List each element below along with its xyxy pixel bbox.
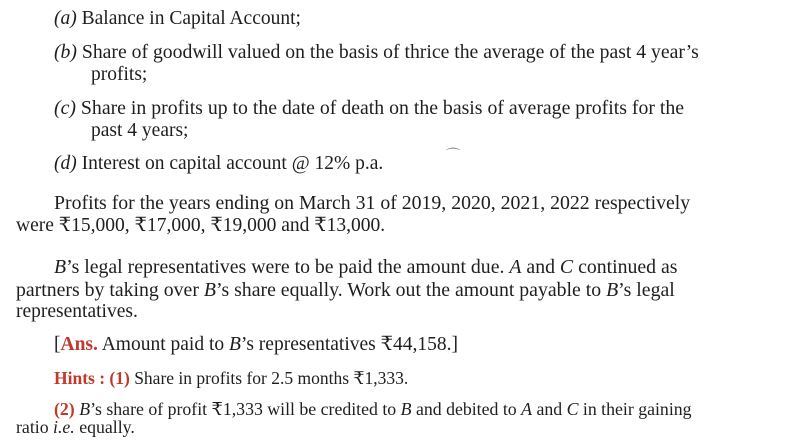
item-a-label: (a) bbox=[54, 8, 77, 29]
para2-text3: continued as bbox=[573, 256, 678, 278]
item-d-label: (d) bbox=[54, 153, 77, 174]
hint2-text4: in their gaining bbox=[578, 399, 692, 419]
item-d bbox=[54, 153, 383, 175]
hint2-text5: ratio bbox=[16, 417, 54, 437]
para2-c1: C bbox=[559, 256, 574, 278]
hint2-line bbox=[54, 398, 692, 420]
item-c-label: (c) bbox=[54, 97, 76, 119]
para2-b2: B bbox=[203, 279, 216, 301]
hints-keyword: Hints : (1) bbox=[54, 368, 130, 388]
hint2-ie: i.e. bbox=[53, 417, 75, 437]
para1-line1: Profits for the years ending on March 31 of 2019, 2020, 2021, 2022 respectively bbox=[54, 192, 691, 214]
item-b-continuation: profits; bbox=[91, 64, 148, 85]
hint2-text6: equally. bbox=[74, 417, 135, 437]
para2-line3: representatives. bbox=[16, 301, 138, 322]
answer-keyword: Ans. bbox=[60, 334, 98, 355]
para2-line2 bbox=[16, 279, 675, 301]
answer-line bbox=[54, 334, 458, 356]
para2-a1: A bbox=[509, 256, 522, 278]
hint1-text: Share in profits for 2.5 months ₹1,333. bbox=[129, 368, 409, 388]
para2-text1: ’s legal representatives were to be paid the amount due. bbox=[66, 256, 510, 278]
hint2-number: (2) bbox=[54, 399, 75, 419]
answer-b: B bbox=[229, 334, 241, 355]
item-b bbox=[54, 41, 699, 63]
item-c-text: Share in profits up to the date of death on the basis of average profits for the bbox=[80, 97, 685, 119]
para2-b3: B bbox=[606, 279, 619, 301]
item-d-text: Interest on capital account @ 12% p.a. bbox=[81, 153, 384, 174]
answer-text2: ’s representatives ₹44,158.] bbox=[240, 334, 459, 355]
para2-line1 bbox=[54, 256, 678, 278]
stray-mark: ⌒ bbox=[446, 149, 460, 164]
hint2-continuation bbox=[16, 416, 135, 438]
para1-line2: were ₹15,000, ₹17,000, ₹19,000 and ₹13,000. bbox=[16, 215, 386, 236]
item-a bbox=[54, 8, 301, 30]
answer-bracket: [ bbox=[54, 334, 61, 355]
hint2-text2: and debited to bbox=[411, 399, 522, 419]
para2-text4: partners by taking over bbox=[16, 279, 204, 301]
para2-text5: ’s share equally. Work out the amount payable to bbox=[215, 279, 607, 301]
hint2-text3: and bbox=[532, 399, 567, 419]
para2-b1: B bbox=[54, 256, 67, 278]
answer-text1: Amount paid to bbox=[97, 334, 229, 355]
item-b-label: (b) bbox=[54, 41, 77, 63]
hint2-b2: B bbox=[400, 399, 412, 419]
item-c-continuation: past 4 years; bbox=[91, 120, 189, 141]
hint2-a: A bbox=[521, 399, 532, 419]
item-a-text: Balance in Capital Account; bbox=[81, 8, 301, 29]
para2-text6: ’s legal bbox=[618, 279, 675, 301]
hint2-b1: B bbox=[79, 399, 91, 419]
hint2-c: C bbox=[566, 399, 579, 419]
hint2-text1: ’s share of profit ₹1,333 will be credited to bbox=[90, 399, 401, 419]
item-b-text: Share of goodwill valued on the basis of thrice the average of the past 4 year’s bbox=[81, 41, 699, 63]
item-c bbox=[54, 97, 684, 119]
para2-text2: and bbox=[521, 256, 560, 278]
hint1-line bbox=[54, 367, 408, 389]
